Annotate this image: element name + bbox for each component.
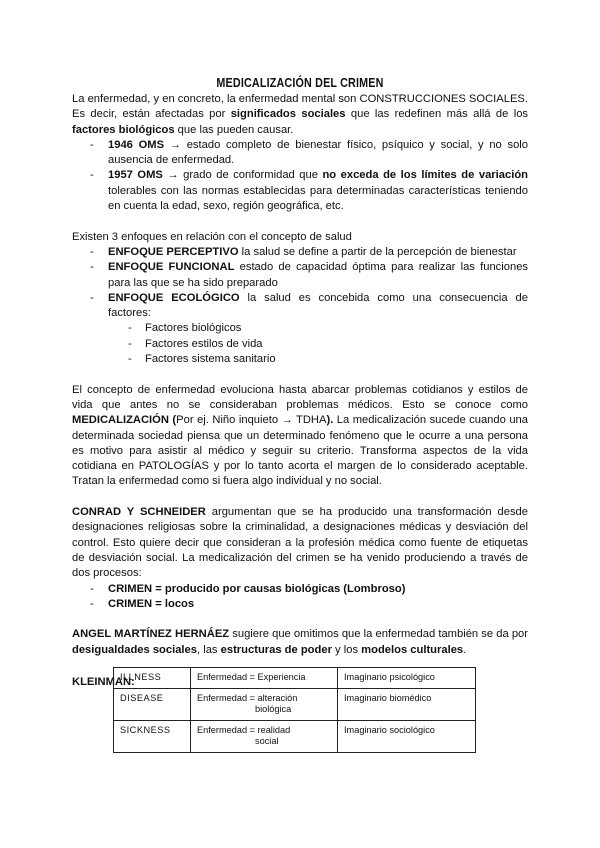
paragraph-text: Por ej. Niño inquieto → TDHA — [176, 414, 327, 427]
table-cell-imaginario: Imaginario sociológico — [338, 721, 476, 753]
list-item: - Factores estilos de vida — [72, 337, 528, 352]
table-cell-term: DISEASE — [114, 689, 191, 721]
spacer — [72, 490, 528, 505]
intro-text: que las redefinen más allá de los — [345, 108, 529, 121]
list-item-bold: CRIMEN = producido por causas biológicas (Lombroso) — [108, 582, 406, 595]
list-item — [72, 291, 528, 322]
definition-text: biológica — [255, 704, 292, 714]
paragraph-bold: CONRAD Y SCHNEIDER — [72, 506, 206, 519]
paragraph-bold: ). — [326, 414, 334, 427]
table-cell-imaginario: Imaginario biomédico — [338, 689, 476, 721]
conrad-paragraph — [72, 505, 528, 581]
paragraph-bold: MEDICALIZACIÓN ( — [72, 414, 177, 427]
spacer — [72, 367, 528, 382]
definition-text: Enfermedad = Experiencia — [197, 672, 306, 682]
list-item — [72, 260, 528, 291]
list-item — [72, 582, 528, 597]
table-row — [114, 721, 476, 753]
list-item-bold: no exceda de los límites de variación — [322, 169, 528, 182]
table-cell-definition — [191, 721, 338, 753]
kleinman-table — [113, 667, 476, 753]
intro-bold: factores biológicos — [72, 123, 175, 136]
table-cell-imaginario: Imaginario psicológico — [338, 668, 476, 689]
intro-text: La enfermedad, y en concreto, la enfermedad mental son CONSTRUCCIONES SOCIALES. — [72, 93, 528, 105]
intro-text: Es decir, están afectadas por — [72, 108, 231, 121]
paragraph-text: El concepto de enfermedad evoluciona hasta abarcar problemas cotidianos y estilos de vida que antes no se consideraban problemas médicos. Esto se conoce como — [72, 383, 528, 411]
enfoques-intro: Existen 3 enfoques en relación con el concepto de salud — [72, 230, 352, 243]
paragraph-text: y los — [331, 643, 362, 656]
table-row — [114, 689, 476, 721]
paragraph-bold: estructuras de poder — [220, 643, 332, 656]
angel-paragraph — [72, 627, 528, 658]
list-item-bold: ENFOQUE ECOLÓGICO — [108, 291, 240, 304]
list-item — [72, 597, 528, 612]
table-cell-term: ILLNESS — [114, 668, 191, 689]
table-cell-term: SICKNESS — [114, 721, 191, 753]
definition-text: Enfermedad = alteración — [197, 693, 298, 703]
paragraph-text: sugiere que omitimos que la enfermedad también se da por — [229, 628, 528, 641]
table-row — [114, 668, 476, 689]
list-item-bold: CRIMEN = locos — [108, 597, 195, 610]
list-item-bold: 1957 OMS — [108, 169, 163, 182]
paragraph-bold: desigualdades sociales — [72, 643, 197, 656]
list-item-bold: 1946 OMS — [108, 138, 165, 151]
list-item — [72, 138, 528, 169]
spacer — [72, 612, 528, 627]
enfoques-list — [72, 245, 528, 321]
paragraph-text: , las — [197, 643, 221, 656]
list-item: - Factores sistema sanitario — [72, 352, 528, 367]
paragraph-text: La medicalización sucede cuando una determinada sociedad piensa que un determinado fenómeno que le ocurre a una persona es motivo para asistir al médico y seguir su criterio. Transforma aspectos de la vida cotidiana en PATOLOGÍAS y por lo tanto acorta el margen de lo considerado aceptable. Tratan la enfermedad como si fuera algo individual y no social. — [72, 414, 528, 488]
table-cell-definition — [191, 668, 338, 689]
intro-text: que las pueden causar. — [174, 123, 294, 136]
list-item: - Factores biológicos — [72, 321, 528, 336]
intro-paragraph — [72, 92, 528, 138]
paragraph-text: argumentan que se ha producido una transformación desde designaciones religiosas sobre la criminalidad, a designaciones médicas y desviación del control. Esto quiere decir que consideran a la profesión médica como fuente de etiquetas de desviación social. La medicalización del crimen se ha venido produciendo a través de dos procesos: — [72, 506, 528, 580]
oms-list — [72, 138, 528, 214]
definition-text: Enfermedad = realidad — [197, 725, 291, 735]
intro-bold: significados sociales — [230, 108, 346, 121]
paragraph-bold: modelos culturales — [361, 643, 464, 656]
list-item-text: → estado completo de bienestar físico, psíquico y social, y no solo ausencia de enfermedad. — [108, 138, 528, 167]
factores-list — [72, 321, 528, 367]
list-item-text: tolerables con las normas establecidas para determinadas características teniendo en cuenta la edad, sexo, región geográfica, etc. — [108, 184, 528, 213]
medicalizacion-paragraph — [72, 383, 528, 490]
spacer — [72, 214, 528, 229]
list-item-text: → grado de conformidad que — [162, 169, 323, 182]
list-item — [72, 168, 528, 214]
table-cell-definition — [191, 689, 338, 721]
list-item-text: estado de capacidad óptima para realizar las funciones para las que se ha sido preparado — [108, 261, 529, 289]
list-item-text: la salud se define a partir de la percepción de bienestar — [238, 245, 517, 258]
paragraph-text: . — [463, 643, 467, 656]
page-title: MEDICALIZACIÓN DEL CRIMEN — [216, 76, 384, 90]
list-item-bold: ENFOQUE PERCEPTIVO — [108, 245, 239, 258]
paragraph-bold: ANGEL MARTÍNEZ HERNÁEZ — [72, 628, 230, 641]
definition-text: social — [255, 736, 279, 746]
list-item — [72, 245, 528, 260]
document-page — [72, 76, 528, 690]
list-item-bold: ENFOQUE FUNCIONAL — [108, 261, 235, 274]
procesos-list — [72, 582, 528, 613]
kleinman-heading: KLEINMAN: — [72, 676, 135, 689]
list-item-text: la salud es concebida como una consecuencia de factores: — [108, 291, 528, 320]
